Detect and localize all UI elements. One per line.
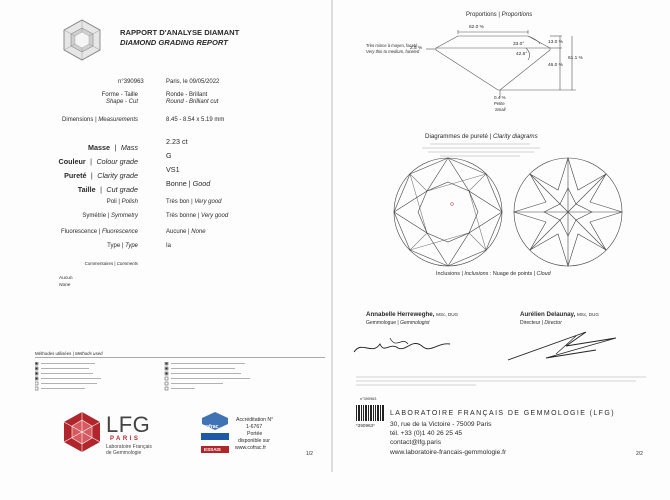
dimensions-value: 8.45 - 8.54 x 5.19 mm bbox=[166, 117, 225, 123]
total-depth: 61.1 % bbox=[568, 56, 583, 61]
symmetry-value: Très bonne | Very good bbox=[166, 213, 229, 219]
cut-value: Bonne | Good bbox=[166, 179, 211, 188]
lab-name: LABORATOIRE FRANÇAIS DE GEMMOLOGIE (LFG) bbox=[390, 410, 615, 417]
diamond-logo-icon bbox=[60, 18, 104, 62]
crown-height: 13.0 % bbox=[548, 40, 563, 45]
signature-left bbox=[350, 330, 460, 362]
report-number: n°390963 bbox=[118, 79, 144, 85]
girdle-desc: Très mince à moyen, faceté bbox=[366, 43, 418, 48]
crown-angle: 33.0° bbox=[513, 42, 525, 47]
clarity-value: VS1 bbox=[166, 165, 180, 174]
table-pct: 62.0 % bbox=[469, 25, 484, 30]
clarity-diagrams-title: Diagrammes de pureté | Clarity diagrams bbox=[425, 133, 538, 140]
lab-email: contact@lfg.paris bbox=[390, 439, 442, 446]
accreditation-line4: disponible sur bbox=[238, 438, 271, 444]
lfg-logo-line2: de Gemmologie bbox=[106, 450, 142, 456]
comments-value: Aucun bbox=[59, 276, 73, 281]
accreditation-line3: Portée bbox=[247, 431, 263, 437]
lab-phone: tél. +33 (0)1 40 26 25 45 bbox=[390, 430, 463, 437]
mass-value: 2.23 ct bbox=[166, 137, 188, 146]
barcode-icon bbox=[356, 405, 384, 421]
proportions-diagram bbox=[340, 18, 640, 118]
shape-value: Ronde - Brillant bbox=[166, 92, 208, 98]
accreditation-line1: Accréditation N° bbox=[236, 417, 274, 423]
accreditation-line5: www.cofrac.fr bbox=[235, 445, 267, 451]
barcode-text: *390963* bbox=[356, 423, 375, 428]
lab-address: 30, rue de la Victoire - 75009 Paris bbox=[390, 421, 492, 428]
lab-website: www.laboratoire-francais-gemmologie.fr bbox=[390, 449, 507, 456]
type-value: Ia bbox=[166, 243, 172, 249]
clarity-legend: Inclusions | Inclusions : Nuage de points | Cloud bbox=[436, 271, 551, 277]
culet-desc: Petite bbox=[494, 101, 505, 106]
lfg-logo-sub: PARIS bbox=[110, 436, 141, 442]
clarity-label: Pureté | Clarity grade bbox=[64, 171, 138, 180]
comments-label: Commentaires | Comments bbox=[84, 261, 138, 266]
accreditation-line2: 1-6767 bbox=[246, 424, 263, 430]
pavilion-view-diagram bbox=[512, 156, 624, 268]
shape-label: Forme - Taille bbox=[101, 92, 138, 98]
girdle-pct: 2.5 % bbox=[410, 46, 423, 51]
signatory-left-role: Gemmologue | Gemmologist bbox=[366, 320, 430, 326]
crown-view-diagram bbox=[392, 156, 504, 268]
colour-value: G bbox=[166, 151, 172, 160]
proportions-title: Proportions | Proportions bbox=[466, 12, 533, 18]
inclusion-mark bbox=[451, 203, 454, 206]
polish-label: Poli | Polish bbox=[106, 199, 138, 205]
colour-label: Couleur | Colour grade bbox=[58, 157, 138, 166]
comments-value-en: None bbox=[59, 283, 71, 288]
lfg-logo-line1: Laboratoire Français bbox=[106, 444, 152, 450]
symmetry-label: Symétrie | Symmetry bbox=[82, 213, 138, 219]
page-number-right: 2/2 bbox=[636, 451, 643, 457]
signatory-right-name: Aurélien Delaunay, MSc, DUG bbox=[520, 311, 599, 318]
girdle-desc-en: Very thin to medium, faceted bbox=[366, 49, 420, 54]
cofrac-sub: ESSAIS bbox=[204, 447, 221, 452]
accreditation-fine-print bbox=[356, 374, 656, 390]
lfg-logo-icon bbox=[62, 410, 102, 454]
signatory-right-role: Directeur | Director bbox=[520, 320, 562, 326]
signature-right bbox=[506, 328, 626, 364]
culet-desc-en: Small bbox=[495, 107, 506, 112]
cofrac-text: cofrac bbox=[203, 424, 219, 430]
pavilion-depth: 46.0 % bbox=[548, 63, 563, 68]
barcode-small-number: n°390963 bbox=[360, 397, 377, 401]
cut-label: Taille | Cut grade bbox=[77, 185, 138, 194]
dimensions-label: Dimensions | Measurements bbox=[62, 117, 138, 123]
shape-value-en: Round - Brilliant cut bbox=[166, 99, 219, 105]
culet-pct: 0.4 % bbox=[494, 95, 506, 100]
type-label: Type | Type bbox=[107, 243, 138, 249]
methods-title: Méthodes utilisées | Methods used bbox=[35, 351, 103, 356]
lfg-logo-text: LFG bbox=[106, 412, 151, 437]
fluorescence-label: Fluorescence | Fluorescence bbox=[61, 229, 138, 235]
mass-label: Masse | Mass bbox=[88, 143, 138, 152]
methods-checklist bbox=[35, 362, 330, 396]
fluorescence-value: Aucune | None bbox=[166, 229, 206, 235]
page-fold bbox=[331, 0, 333, 472]
report-date: Paris, le 09/05/2022 bbox=[166, 79, 220, 85]
report-title-fr: RAPPORT D'ANALYSE DIAMANT bbox=[120, 28, 240, 37]
methods-rule bbox=[35, 357, 325, 358]
page-number-left: 1/2 bbox=[306, 451, 313, 457]
signatory-left-name: Annabelle Herreweghe, MSc, DUG bbox=[366, 311, 459, 318]
shape-label-en: Shape - Cut bbox=[105, 99, 138, 105]
report-title-en: DIAMOND GRADING REPORT bbox=[120, 38, 228, 47]
pavilion-angle: 42.6° bbox=[516, 52, 528, 57]
polish-value: Très bon | Very good bbox=[166, 199, 222, 205]
